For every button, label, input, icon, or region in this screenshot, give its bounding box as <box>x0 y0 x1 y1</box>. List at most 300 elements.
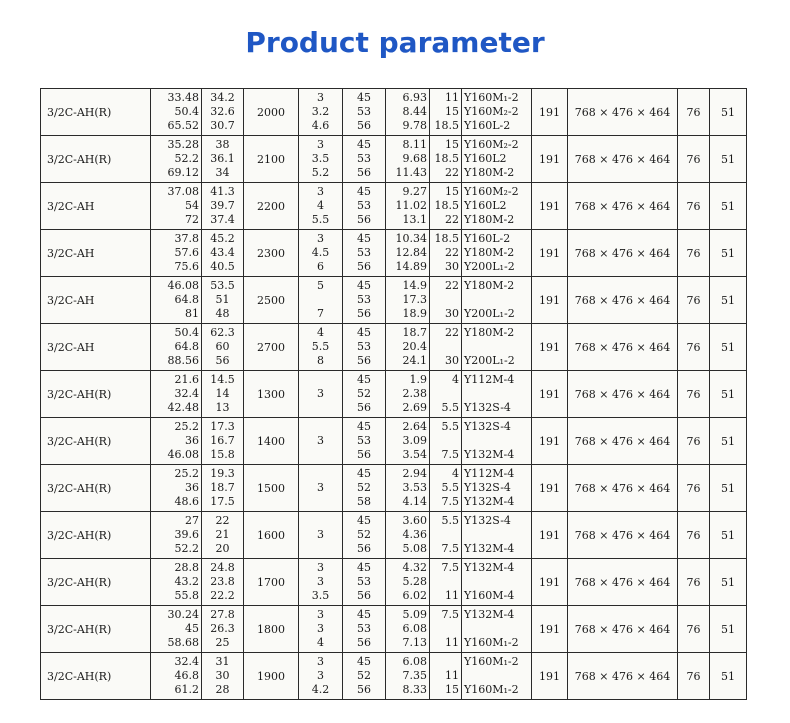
cell-value: 18.5 <box>434 199 459 212</box>
npsh-values <box>299 89 343 136</box>
w-cell: 191 <box>532 465 568 512</box>
cell-value: 3 <box>317 185 324 198</box>
cell-value: 38 <box>215 138 230 151</box>
model-cell: 3/2C-AH <box>41 324 151 371</box>
cell-value: 11 <box>445 669 459 682</box>
head-values <box>202 183 244 230</box>
cell-value: 53 <box>357 575 371 588</box>
a-cell: 76 <box>678 136 710 183</box>
cell-value: 4 <box>452 467 459 480</box>
cell-value: 25.2 <box>174 420 199 433</box>
head-values <box>202 89 244 136</box>
cell-value: 7.35 <box>402 669 427 682</box>
speed-cell: 2000 <box>244 89 299 136</box>
cell-value: 4.36 <box>402 528 427 541</box>
w-cell: 191 <box>532 230 568 277</box>
model-cell: 3/2C-AH(R) <box>41 465 151 512</box>
shaft-power-values <box>386 89 430 136</box>
b-cell: 51 <box>710 89 747 136</box>
cell-value: 30 <box>445 354 459 367</box>
cell-value: 39.7 <box>210 199 235 212</box>
cell-value: 26.3 <box>210 622 235 635</box>
cell-value: 69.12 <box>167 166 199 179</box>
cell-value: 3 <box>317 561 324 574</box>
cell-value: 5.5 <box>441 420 459 433</box>
a-cell: 76 <box>678 324 710 371</box>
cell-value: 3.5 <box>311 589 330 602</box>
cell-value: 4 <box>317 199 324 212</box>
cell-value: 3 <box>317 622 324 635</box>
w-cell: 191 <box>532 136 568 183</box>
cell-value: 16.7 <box>210 434 235 447</box>
cell-value: 13.1 <box>402 213 427 226</box>
cell-value: 15 <box>445 105 459 118</box>
shaft-power-values <box>386 324 430 371</box>
cell-value: 45 <box>357 138 371 151</box>
b-cell: 51 <box>710 606 747 653</box>
cell-value: 28 <box>215 683 230 696</box>
b-cell: 51 <box>710 418 747 465</box>
cell-value: 5.08 <box>402 542 427 555</box>
cell-value: 12.84 <box>395 246 427 259</box>
cell-value: 7.5 <box>441 608 459 621</box>
cell-value: 9.68 <box>402 152 427 165</box>
dim-cell: 768 × 476 × 464 <box>568 418 678 465</box>
cell-value: 9.78 <box>402 119 427 132</box>
cell-value: 46.08 <box>167 279 199 292</box>
flow-values <box>151 277 202 324</box>
cell-value: 55.8 <box>174 589 199 602</box>
cell-value: 5.5 <box>441 401 459 414</box>
cell-value: 81 <box>185 307 199 320</box>
cell-value: 2.38 <box>402 387 427 400</box>
table-row <box>41 559 747 606</box>
cell-value: 3 <box>317 669 324 682</box>
cell-value: 50.4 <box>174 105 199 118</box>
motor-model-values <box>462 512 532 559</box>
head-values <box>202 606 244 653</box>
cell-value <box>301 421 340 433</box>
cell-value: 45.2 <box>210 232 235 245</box>
cell-value: 3 <box>317 138 324 151</box>
speed-cell: 1300 <box>244 371 299 418</box>
cell-value: 53 <box>357 199 371 212</box>
motor-model-values <box>462 606 532 653</box>
flow-values <box>151 559 202 606</box>
motor-power-values <box>430 136 462 183</box>
head-values <box>202 136 244 183</box>
cell-value <box>301 496 340 508</box>
cell-value: 53 <box>357 622 371 635</box>
a-cell: 76 <box>678 89 710 136</box>
model-cell: 3/2C-AH(R) <box>41 606 151 653</box>
cell-value: 8 <box>317 354 324 367</box>
a-cell: 76 <box>678 183 710 230</box>
cell-value: 45 <box>357 279 371 292</box>
flow-values <box>151 512 202 559</box>
cell-value <box>464 623 529 635</box>
efficiency-values <box>343 465 386 512</box>
parameter-table-scan <box>40 88 746 700</box>
table-row <box>41 371 747 418</box>
speed-cell: 2700 <box>244 324 299 371</box>
b-cell: 51 <box>710 559 747 606</box>
shaft-power-values <box>386 653 430 700</box>
cell-value: 18.7 <box>210 481 235 494</box>
cell-value: 22 <box>445 213 459 226</box>
cell-value: 53 <box>357 246 371 259</box>
efficiency-values <box>343 559 386 606</box>
cell-value: Y132S-4 <box>464 420 511 433</box>
model-cell: 3/2C-AH(R) <box>41 89 151 136</box>
cell-value: 52 <box>357 481 371 494</box>
cell-value: 37.08 <box>167 185 199 198</box>
cell-value: 18.9 <box>402 307 427 320</box>
cell-value: 65.52 <box>167 119 199 132</box>
npsh-values <box>299 277 343 324</box>
cell-value: 18.5 <box>434 152 459 165</box>
cell-value: Y132M-4 <box>464 561 515 574</box>
shaft-power-values <box>386 465 430 512</box>
dim-cell: 768 × 476 × 464 <box>568 183 678 230</box>
cell-value: 33.48 <box>167 91 199 104</box>
cell-value <box>432 341 459 353</box>
b-cell: 51 <box>710 324 747 371</box>
head-values <box>202 465 244 512</box>
cell-value: 53 <box>357 293 371 306</box>
cell-value: 3 <box>317 575 324 588</box>
cell-value: 4.32 <box>402 561 427 574</box>
cell-value: 42.48 <box>167 401 199 414</box>
npsh-values <box>299 606 343 653</box>
cell-value: 27.8 <box>210 608 235 621</box>
motor-power-values <box>430 512 462 559</box>
cell-value: 15 <box>445 185 459 198</box>
cell-value <box>301 515 340 527</box>
cell-value: 34.2 <box>210 91 235 104</box>
a-cell: 76 <box>678 277 710 324</box>
motor-model-values <box>462 89 532 136</box>
a-cell: 76 <box>678 230 710 277</box>
shaft-power-values <box>386 136 430 183</box>
cell-value: Y112M-4 <box>464 467 515 480</box>
head-values <box>202 277 244 324</box>
npsh-values <box>299 371 343 418</box>
cell-value: 22 <box>445 166 459 179</box>
dim-cell: 768 × 476 × 464 <box>568 559 678 606</box>
motor-model-values <box>462 230 532 277</box>
cell-value: 30 <box>445 260 459 273</box>
cell-value: 45 <box>357 185 371 198</box>
cell-value: 21 <box>215 528 230 541</box>
cell-value: 4 <box>317 636 324 649</box>
cell-value: 3 <box>317 481 324 494</box>
cell-value <box>301 543 340 555</box>
efficiency-values <box>343 653 386 700</box>
flow-values <box>151 606 202 653</box>
table-row <box>41 136 747 183</box>
npsh-values <box>299 324 343 371</box>
cell-value: 7.5 <box>441 495 459 508</box>
flow-values <box>151 136 202 183</box>
cell-value: 56 <box>357 448 371 461</box>
motor-model-values <box>462 418 532 465</box>
cell-value: Y200L₁-2 <box>464 307 515 320</box>
head-values <box>202 653 244 700</box>
model-cell: 3/2C-AH(R) <box>41 136 151 183</box>
head-values <box>202 371 244 418</box>
shaft-power-values <box>386 418 430 465</box>
cell-value: Y200L₁-2 <box>464 260 515 273</box>
cell-value: 3.09 <box>402 434 427 447</box>
cell-value: 7 <box>317 307 324 320</box>
cell-value: 53 <box>357 152 371 165</box>
cell-value: Y132M-4 <box>464 495 515 508</box>
motor-power-values <box>430 277 462 324</box>
speed-cell: 2100 <box>244 136 299 183</box>
npsh-values <box>299 136 343 183</box>
cell-value: 14.89 <box>395 260 427 273</box>
npsh-values <box>299 230 343 277</box>
cell-value: Y132S-4 <box>464 481 511 494</box>
cell-value: 31 <box>215 655 230 668</box>
cell-value: Y160M₁-2 <box>464 655 519 668</box>
cell-value: 75.6 <box>174 260 199 273</box>
a-cell: 76 <box>678 606 710 653</box>
cell-value: 43.4 <box>210 246 235 259</box>
w-cell: 191 <box>532 512 568 559</box>
b-cell: 51 <box>710 230 747 277</box>
cell-value: 22 <box>445 246 459 259</box>
cell-value: Y160M₂-2 <box>464 138 519 151</box>
dim-cell: 768 × 476 × 464 <box>568 89 678 136</box>
speed-cell: 1400 <box>244 418 299 465</box>
efficiency-values <box>343 606 386 653</box>
cell-value: Y132S-4 <box>464 401 511 414</box>
flow-values <box>151 418 202 465</box>
cell-value: 18.7 <box>402 326 427 339</box>
cell-value: 11.02 <box>395 199 427 212</box>
cell-value: 45 <box>357 373 371 386</box>
cell-value: 22 <box>445 279 459 292</box>
cell-value: 19.3 <box>210 467 235 480</box>
cell-value: 56 <box>357 401 371 414</box>
cell-value: 7.5 <box>441 561 459 574</box>
table-row <box>41 183 747 230</box>
cell-value: 20.4 <box>402 340 427 353</box>
cell-value: 52 <box>357 528 371 541</box>
cell-value: 5.5 <box>311 213 330 226</box>
motor-power-values <box>430 371 462 418</box>
cell-value: 20 <box>215 542 230 555</box>
motor-model-values <box>462 371 532 418</box>
cell-value: 1.9 <box>409 373 427 386</box>
cell-value: Y180M-2 <box>464 246 515 259</box>
cell-value: 51 <box>215 293 230 306</box>
speed-cell: 1900 <box>244 653 299 700</box>
cell-value: 53.5 <box>210 279 235 292</box>
flow-values <box>151 371 202 418</box>
model-cell: 3/2C-AH <box>41 230 151 277</box>
cell-value: 40.5 <box>210 260 235 273</box>
cell-value: 58 <box>357 495 371 508</box>
cell-value: 21.6 <box>174 373 199 386</box>
cell-value <box>301 449 340 461</box>
dim-cell: 768 × 476 × 464 <box>568 371 678 418</box>
motor-power-values <box>430 230 462 277</box>
cell-value: Y160M₂-2 <box>464 105 519 118</box>
w-cell: 191 <box>532 653 568 700</box>
cell-value: 37.4 <box>210 213 235 226</box>
cell-value: 17.3 <box>210 420 235 433</box>
cell-value: 6.93 <box>402 91 427 104</box>
cell-value: 13 <box>215 401 230 414</box>
cell-value: Y112M-4 <box>464 373 515 386</box>
npsh-values <box>299 183 343 230</box>
cell-value <box>301 402 340 414</box>
speed-cell: 1800 <box>244 606 299 653</box>
cell-value: 7.5 <box>441 542 459 555</box>
motor-model-values <box>462 465 532 512</box>
table-row <box>41 230 747 277</box>
flow-values <box>151 183 202 230</box>
cell-value: 6.02 <box>402 589 427 602</box>
cell-value: 14 <box>215 387 230 400</box>
cell-value: 4.5 <box>311 246 330 259</box>
cell-value: Y160M₂-2 <box>464 185 519 198</box>
flow-values <box>151 230 202 277</box>
cell-value: 56 <box>357 166 371 179</box>
cell-value: Y180M-2 <box>464 279 515 292</box>
cell-value: 32.6 <box>210 105 235 118</box>
shaft-power-values <box>386 183 430 230</box>
cell-value: 17.5 <box>210 495 235 508</box>
cell-value: 56 <box>357 683 371 696</box>
cell-value: 50.4 <box>174 326 199 339</box>
table-row <box>41 512 747 559</box>
cell-value: 30 <box>445 307 459 320</box>
cell-value: 30.7 <box>210 119 235 132</box>
cell-value: 52.2 <box>174 542 199 555</box>
dim-cell: 768 × 476 × 464 <box>568 606 678 653</box>
model-cell: 3/2C-AH <box>41 183 151 230</box>
cell-value: Y180M-2 <box>464 213 515 226</box>
w-cell: 191 <box>532 324 568 371</box>
cell-value: 56 <box>357 589 371 602</box>
cell-value: 36 <box>185 434 199 447</box>
a-cell: 76 <box>678 371 710 418</box>
a-cell: 76 <box>678 653 710 700</box>
a-cell: 76 <box>678 512 710 559</box>
cell-value: 23.8 <box>210 575 235 588</box>
motor-power-values <box>430 606 462 653</box>
head-values <box>202 512 244 559</box>
cell-value: Y160L2 <box>464 152 507 165</box>
speed-cell: 1600 <box>244 512 299 559</box>
cell-value: 56 <box>357 542 371 555</box>
cell-value <box>464 576 529 588</box>
head-values <box>202 418 244 465</box>
speed-cell: 1500 <box>244 465 299 512</box>
shaft-power-values <box>386 371 430 418</box>
cell-value: 4 <box>452 373 459 386</box>
cell-value: Y160M₁-2 <box>464 636 519 649</box>
cell-value: 48 <box>215 307 230 320</box>
cell-value: 15 <box>445 683 459 696</box>
cell-value: 45 <box>357 420 371 433</box>
cell-value: 3.54 <box>402 448 427 461</box>
cell-value: 9.27 <box>402 185 427 198</box>
cell-value: Y160M₁-2 <box>464 683 519 696</box>
cell-value: 56 <box>215 354 230 367</box>
cell-value: Y180M-2 <box>464 326 515 339</box>
efficiency-values <box>343 371 386 418</box>
cell-value: 7.5 <box>441 448 459 461</box>
cell-value: 56 <box>357 636 371 649</box>
cell-value: 4 <box>317 326 324 339</box>
cell-value: 45 <box>357 561 371 574</box>
motor-model-values <box>462 324 532 371</box>
cell-value <box>432 435 459 447</box>
cell-value: 3 <box>317 387 324 400</box>
npsh-values <box>299 653 343 700</box>
cell-value: 2.94 <box>402 467 427 480</box>
table-row <box>41 89 747 136</box>
b-cell: 51 <box>710 512 747 559</box>
speed-cell: 1700 <box>244 559 299 606</box>
shaft-power-values <box>386 277 430 324</box>
cell-value: 72 <box>185 213 199 226</box>
model-cell: 3/2C-AH <box>41 277 151 324</box>
shaft-power-values <box>386 559 430 606</box>
cell-value: 45 <box>357 326 371 339</box>
cell-value: 45 <box>357 232 371 245</box>
cell-value: 46.08 <box>167 448 199 461</box>
cell-value: 43.2 <box>174 575 199 588</box>
cell-value: 24.8 <box>210 561 235 574</box>
cell-value: 4.2 <box>311 683 330 696</box>
table-row <box>41 277 747 324</box>
efficiency-values <box>343 324 386 371</box>
cell-value: 15 <box>445 138 459 151</box>
cell-value: 28.8 <box>174 561 199 574</box>
cell-value: 3 <box>317 232 324 245</box>
cell-value <box>432 529 459 541</box>
efficiency-values <box>343 89 386 136</box>
cell-value: 6.08 <box>402 655 427 668</box>
cell-value: Y132S-4 <box>464 514 511 527</box>
cell-value: 3.2 <box>311 105 330 118</box>
motor-power-values <box>430 324 462 371</box>
cell-value <box>464 294 529 306</box>
w-cell: 191 <box>532 606 568 653</box>
npsh-values <box>299 418 343 465</box>
cell-value: 56 <box>357 119 371 132</box>
head-values <box>202 230 244 277</box>
cell-value: 56 <box>357 354 371 367</box>
dim-cell: 768 × 476 × 464 <box>568 277 678 324</box>
w-cell: 191 <box>532 277 568 324</box>
b-cell: 51 <box>710 653 747 700</box>
a-cell: 76 <box>678 418 710 465</box>
cell-value: Y200L₁-2 <box>464 354 515 367</box>
cell-value <box>464 341 529 353</box>
cell-value <box>301 374 340 386</box>
cell-value: Y132M-4 <box>464 542 515 555</box>
b-cell: 51 <box>710 136 747 183</box>
efficiency-values <box>343 277 386 324</box>
w-cell: 191 <box>532 418 568 465</box>
